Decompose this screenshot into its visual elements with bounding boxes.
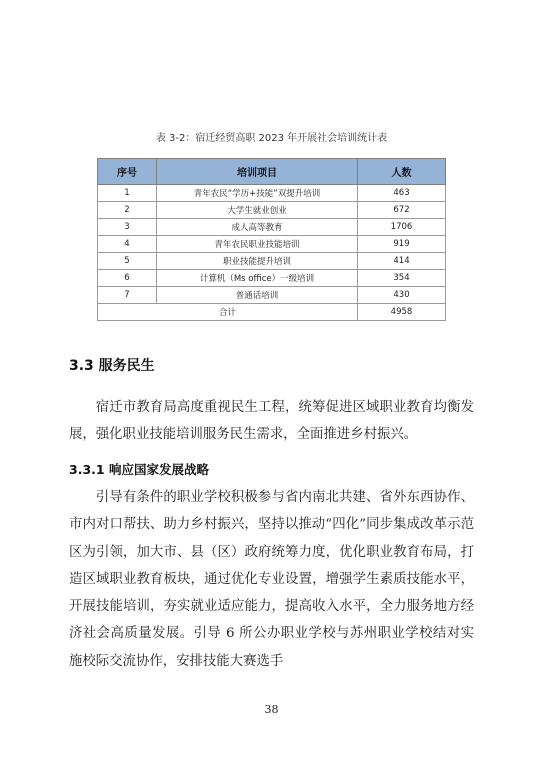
- row-count: 1706: [358, 219, 446, 236]
- row-no: 7: [98, 287, 157, 304]
- row-no: 6: [98, 270, 157, 287]
- table-row: [98, 185, 446, 202]
- table-caption: 表 3-2：宿迁经贸高职 2023 年开展社会培训统计表: [155, 133, 388, 144]
- row-item: 大学生就业创业: [157, 202, 358, 219]
- row-item: 成人高等教育: [157, 219, 358, 236]
- row-no: 2: [98, 202, 157, 219]
- table-row: [98, 270, 446, 287]
- row-count: 354: [358, 270, 446, 287]
- row-item: 计算机（Ms office）一级培训: [157, 270, 358, 287]
- row-item: 青年农民“学历+技能”双提升培训: [157, 185, 358, 202]
- row-count: 919: [358, 236, 446, 253]
- row-no: 5: [98, 253, 157, 270]
- row-item: 青年农民职业技能培训: [157, 236, 358, 253]
- header-no: 序号: [98, 159, 157, 185]
- paragraph-intro: 宿迁市教育局高度重视民生工程，统筹促进区域职业教育均衡发展，强化职业技能培训服务民生需求，全面推进乡村振兴。: [69, 400, 474, 443]
- row-no: 3: [98, 219, 157, 236]
- row-item: 普通话培训: [157, 287, 358, 304]
- table-row: [98, 287, 446, 304]
- table-row: [98, 236, 446, 253]
- row-count: 463: [358, 185, 446, 202]
- table-row: [98, 202, 446, 219]
- subsection-heading: 3.3.1 响应国家发展战略: [69, 462, 209, 477]
- row-no: 4: [98, 236, 157, 253]
- row-count: 672: [358, 202, 446, 219]
- row-item: 职业技能提升培训: [157, 253, 358, 270]
- paragraph-body: 引导有条件的职业学校积极参与省内南北共建、省外东西协作、市内对口帮扶、助力乡村振兴，坚持以推动“四化”同步集成改革示范区为引领，加大市、县（区）政府统筹力度，优化职业教育布局，打造区域职业教育板块，通过优化专业设置，增强学生素质技能水平，开展技能培训，夯实就业适应能力，提高收入水平，全力服务地方经济社会高质量发展。引导 6 所公办职业学校与苏州职业学校结对实施校际交流协作，安排技能大赛选手: [69, 490, 474, 669]
- row-count: 430: [358, 287, 446, 304]
- table-row: [98, 253, 446, 270]
- row-count: 414: [358, 253, 446, 270]
- page-number: 38: [264, 703, 279, 716]
- row-no: 1: [98, 185, 157, 202]
- table-header-row: [98, 159, 446, 185]
- header-item: 培训项目: [157, 159, 358, 185]
- table-total-row: [98, 304, 446, 321]
- training-statistics-table: [97, 158, 446, 321]
- header-count: 人数: [358, 159, 446, 185]
- section-heading: 3.3 服务民生: [69, 358, 155, 374]
- total-value: 4958: [358, 304, 446, 321]
- total-label: 合计: [98, 304, 358, 321]
- table-row: [98, 219, 446, 236]
